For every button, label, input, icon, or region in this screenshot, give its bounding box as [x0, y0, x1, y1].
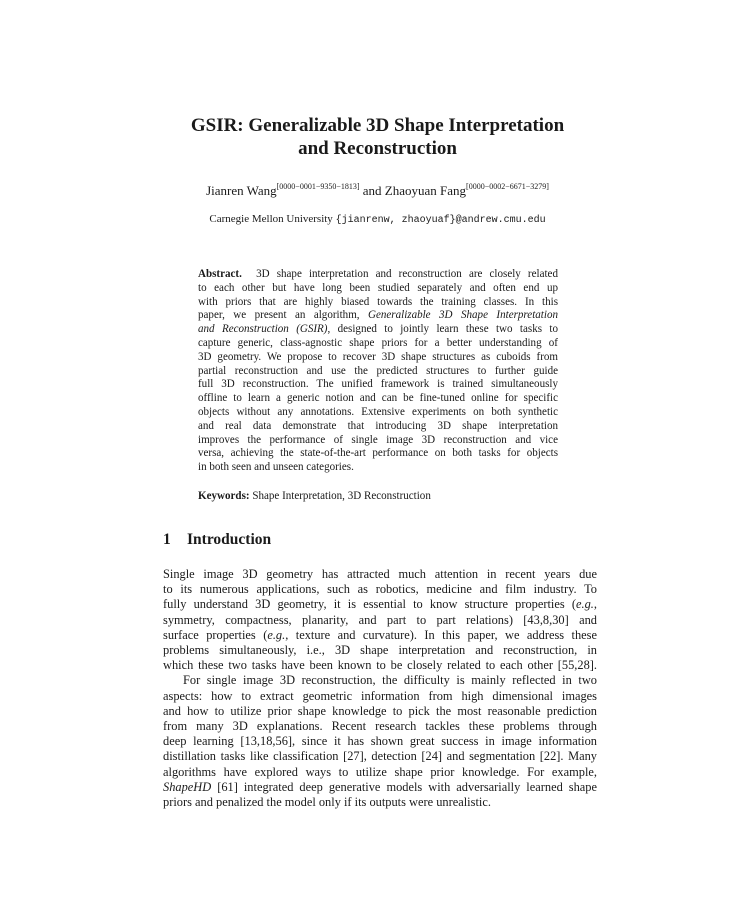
body-line: which these two tasks have been known to be closely related to each other [55,28]. [163, 658, 597, 673]
abstract-line: improves the performance of single image 3D reconstruction and vice [198, 433, 558, 446]
abstract-line: 3D geometry. We propose to recover 3D shape structures as cuboids from [198, 350, 558, 363]
author-emails: {jianrenw, zhaoyuaf}@andrew.cmu.edu [335, 215, 546, 226]
body-line: aspects: how to extract geometric information from high dimensional images [163, 688, 597, 703]
body-line: priors and penalized the model only if its outputs were unrealistic. [163, 795, 491, 810]
body-line: fully understand 3D geometry, it is essential to know structure properties (e.g., [163, 597, 597, 612]
abstract-line: offline to learn a generic notion and can be fine-tuned online for specific [198, 392, 558, 405]
keywords [198, 490, 431, 502]
abstract [198, 268, 558, 475]
abstract-line: versa, achieving the state-of-the-art performance on both tasks for objects [198, 447, 558, 460]
section-heading [163, 531, 271, 549]
affiliation [100, 213, 655, 226]
abstract-line: and real data demonstrate that introducing 3D shape interpretation [198, 419, 558, 432]
abstract-line: and Reconstruction (GSIR), designed to jointly learn these two tasks to [198, 323, 558, 336]
abstract-line: with priors that are highly biased towards the training classes. In this [198, 295, 558, 308]
keywords-label: Keywords: [198, 490, 250, 502]
title-line-1: GSIR: Generalizable 3D Shape Interpretation [190, 115, 565, 136]
body-line: from many 3D explanations. Recent research tackles these problems through [163, 719, 597, 734]
body-line: For single image 3D reconstruction, the difficulty is mainly reflected in two [183, 673, 597, 688]
keywords-text: Shape Interpretation, 3D Reconstruction [252, 490, 431, 502]
body-line: surface properties (e.g., texture and curvature). In this paper, we address these [163, 627, 597, 642]
body-line: to its numerous applications, such as robotics, medicine and film industry. To [163, 582, 597, 597]
paper-title [100, 114, 655, 160]
author-orcid: [0000−0001−9350−1813] [276, 182, 360, 191]
abstract-line: Abstract. 3D shape interpretation and reconstruction are closely related [198, 268, 558, 280]
abstract-line: full 3D reconstruction. The unified framework is trained simultaneously [198, 378, 558, 391]
title-line-2: and Reconstruction [298, 138, 457, 159]
body-line: deep learning [13,18,56], since it has shown great success in image information [163, 734, 597, 749]
abstract-line: capture generic, class-agnostic shape priors for a better understanding of [198, 336, 558, 349]
author-orcid: [0000−0002−6671−3279] [466, 182, 549, 191]
abstract-line: partial reconstruction and use the predicted structures to further guide [198, 364, 558, 377]
section-title: Introduction [187, 531, 272, 548]
abstract-line: in both seen and unseen categories. [198, 461, 354, 474]
affiliation-name: Carnegie Mellon University [209, 213, 333, 225]
abstract-label: Abstract. [198, 268, 242, 280]
body-line: and how to utilize prior shape knowledge to pick the most reasonable prediction [163, 703, 597, 718]
author-name: Jianren Wang [206, 183, 277, 198]
section-number: 1 [163, 531, 171, 548]
abstract-line: objects without any annotations. Extensive experiments on both synthetic [198, 405, 558, 418]
abstract-line: to each other but have long been studied separately and often end up [198, 281, 558, 294]
body-line: Single image 3D geometry has attracted much attention in recent years due [163, 567, 597, 581]
author-name: Zhaoyuan Fang [384, 183, 467, 198]
body-line: algorithms have explored ways to utilize shape prior knowledge. For example, [163, 764, 597, 779]
introduction-body [163, 567, 597, 810]
author-joiner: and [362, 183, 382, 198]
abstract-line: paper, we present an algorithm, Generalizable 3D Shape Interpretation [198, 309, 558, 322]
body-line: distillation tasks like classification [27], detection [24] and segmentation [22]. Many [163, 749, 597, 764]
author-list [100, 182, 655, 199]
body-line: symmetry, compactness, planarity, and part to part relations) [43,8,30] and [163, 612, 597, 627]
body-line: problems simultaneously, i.e., 3D shape interpretation and reconstruction, in [163, 643, 597, 658]
body-line: ShapeHD [61] integrated deep generative models with adversarially learned shape [163, 779, 597, 794]
